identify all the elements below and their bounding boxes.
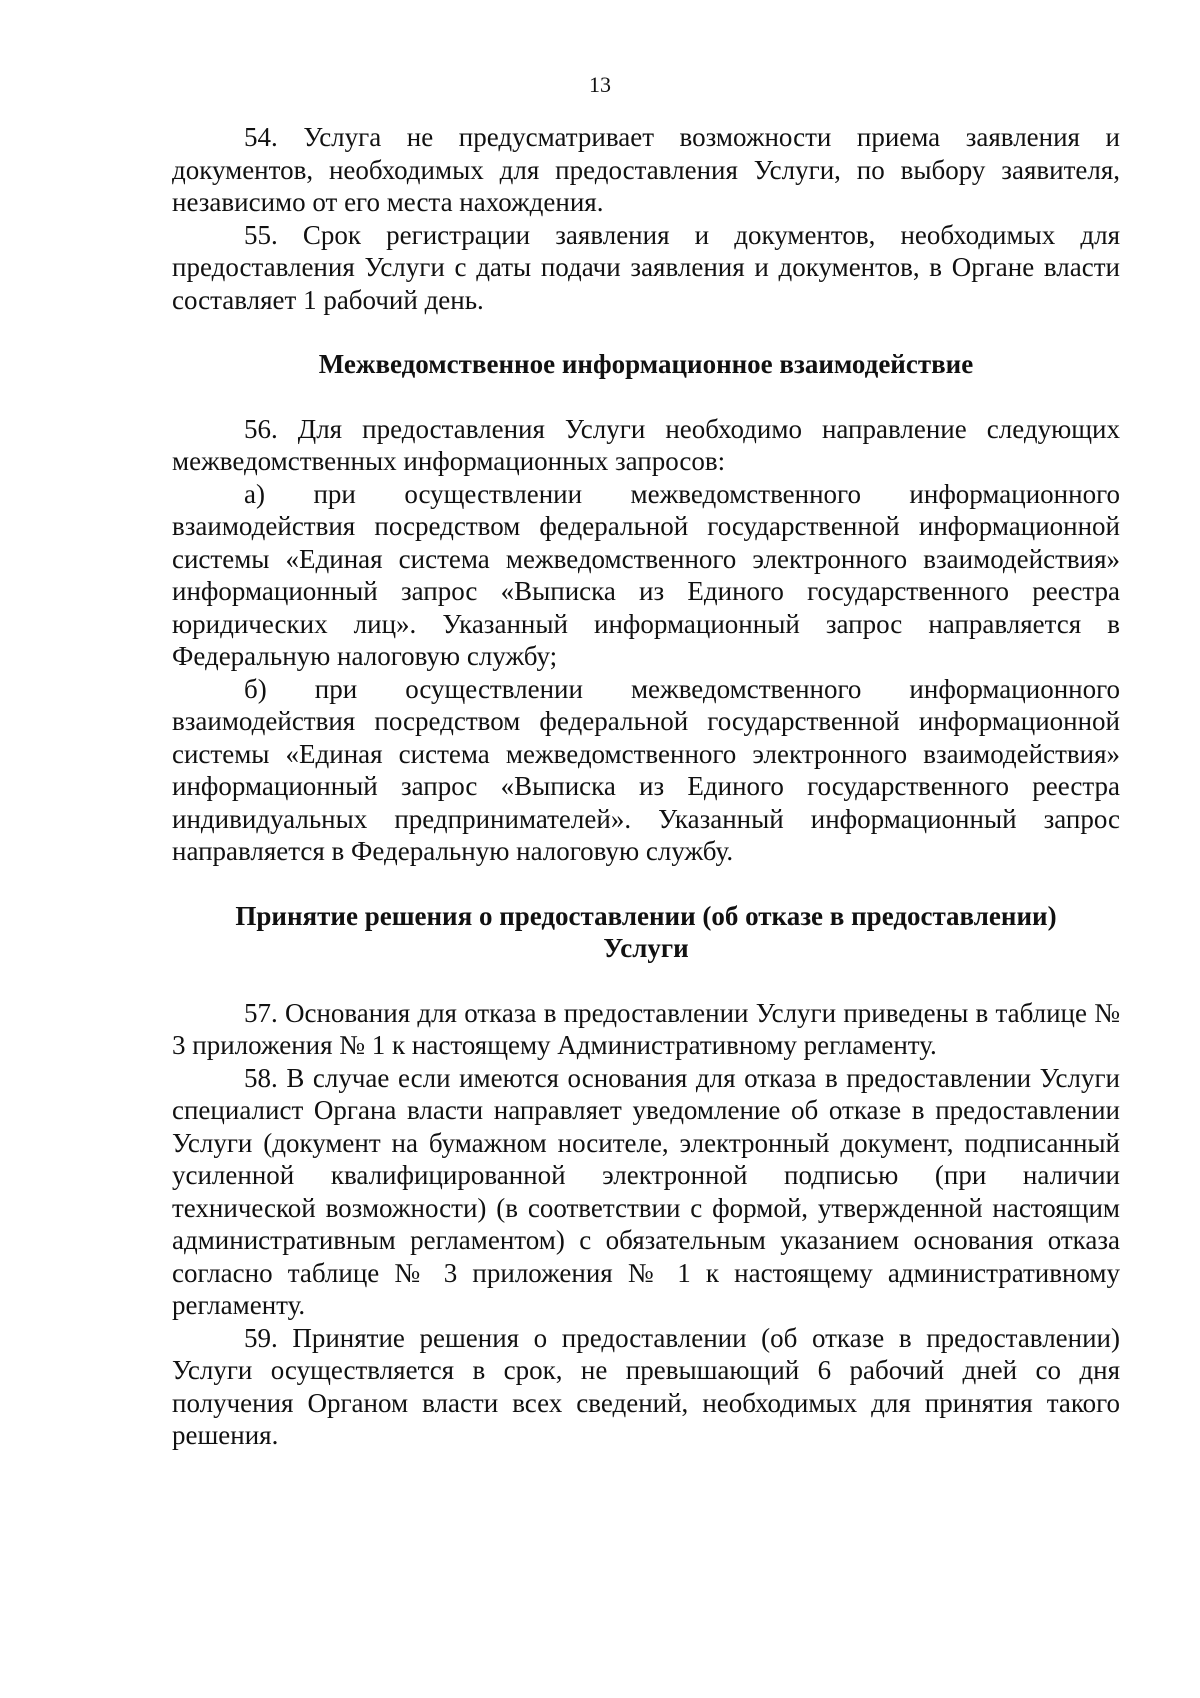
paragraph-56-b: б) при осуществлении межведомственного информационного взаимодействия посредством федеральной государственной информационной системы «Единая система межведомственного электронного взаимодействия» информационный запрос «Выписка из Единого государственного реестра индивидуальных предпринимателей». Указанный информационный запрос направляется в Федеральную налоговую службу. — [172, 673, 1120, 866]
section-heading-decision — [172, 900, 1120, 965]
paragraph-56: 56. Для предоставления Услуги необходимо направление следующих межведомственных информационных запросов: — [172, 413, 1120, 476]
document-body — [172, 121, 1120, 1452]
section-heading-interagency: Межведомственное информационное взаимодействие — [318, 349, 974, 379]
section-heading-decision-line-2: Услуги — [603, 933, 689, 963]
paragraph-56-a: а) при осуществлении межведомственного информационного взаимодействия посредством федеральной государственной информационной системы «Единая система межведомственного электронного взаимодействия» информационный запрос «Выписка из Единого государственного реестра юридических лиц». Указанный информационный запрос направляется в Федеральную налоговую службу; — [172, 478, 1120, 671]
paragraph-57: 57. Основания для отказа в предоставлении Услуги приведены в таблице № 3 приложения № 1 к настоящему Административному регламенту. — [172, 997, 1120, 1060]
page-number: 13 — [589, 72, 611, 97]
paragraph-54: 54. Услуга не предусматривает возможности приема заявления и документов, необходимых для предоставления Услуги, по выбору заявителя, независимо от его места нахождения. — [172, 122, 1120, 217]
paragraph-55: 55. Срок регистрации заявления и документов, необходимых для предоставления Услуги с даты подачи заявления и документов, в Органе власти составляет 1 рабочий день. — [172, 219, 1120, 315]
paragraph-58: 58. В случае если имеются основания для отказа в предоставлении Услуги специалист Органа власти направляет уведомление об отказе в предоставлении Услуги (документ на бумажном носителе, электронный документ, подписанный усиленной квалифицированной электронной подписью (при наличии технической возможности) (в соответствии с формой, утвержденной настоящим административным регламентом) с обязательным указанием основания отказа согласно таблице № 3 приложения № 1 к настоящему административному регламенту. — [172, 1062, 1120, 1320]
paragraph-59: 59. Принятие решения о предоставлении (об отказе в предоставлении) Услуги осуществляется в срок, не превышающий 6 рабочий дней со дня получения Органом власти всех сведений, необходимых для принятия такого решения. — [172, 1322, 1120, 1450]
section-heading-decision-line-1: Принятие решения о предоставлении (об отказе в предоставлении) — [235, 900, 1057, 931]
